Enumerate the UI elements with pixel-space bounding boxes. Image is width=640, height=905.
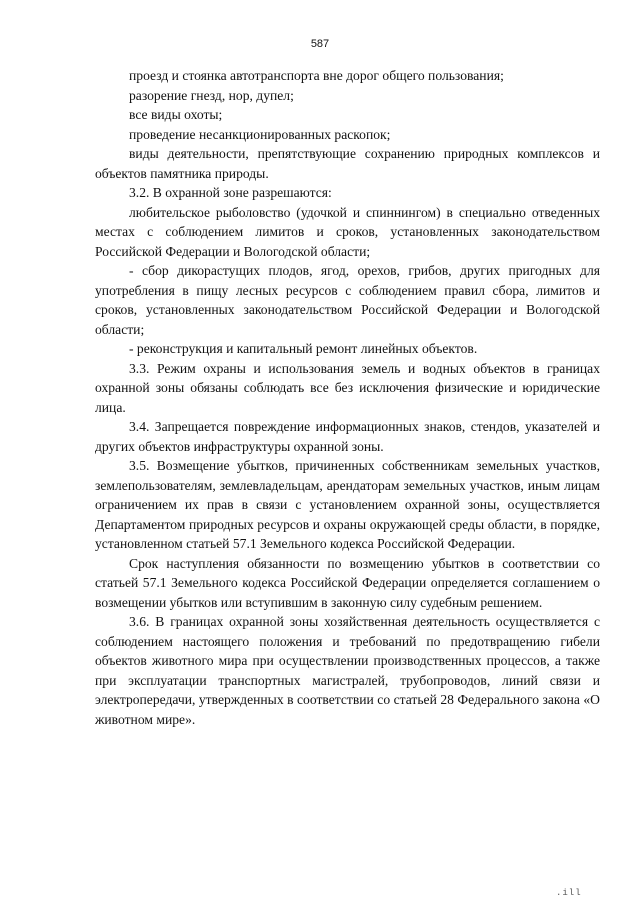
paragraph-3-2-heading: 3.2. В охранной зоне разрешаются: [129,185,332,200]
paragraph-3-5: 3.5. Возмещение убытков, причиненных собственникам земельных участков, землепользователям, землевладельцам, арендаторам земельных участков, иным лицам ограничением их прав в связи с установлением охранной зоны, осуществляется Департаментом природных ресурсов и охраны окружающей среды области, в порядке, установленном статьей 57.1 Земельного кодекса Российской Федерации. [95,458,600,551]
paragraph-3-6: 3.6. В границах охранной зоны хозяйственная деятельность осуществляется с соблюдением настоящего положения и требований по предотвращению гибели объектов животного мира при осуществлении производственных процессов, а также при эксплуатации транспортных магистралей, трубопроводов, линий связи и электропередачи, утвержденных в соответствии со статьей 28 Федерального закона «О животном мире». [95,614,600,727]
paragraph-allowed-reconstruction: - реконструкция и капитальный ремонт линейных объектов. [129,341,478,356]
paragraph-prohibit-parking: проезд и стоянка автотранспорта вне дорог общего пользования; [129,68,504,83]
paragraph-prohibit-nests: разорение гнезд, нор, дупел; [129,87,294,103]
paragraph-3-3: 3.3. Режим охраны и использования земель и водных объектов в границах охранной зоны обязаны соблюдать все без исключения физические и юридические лица. [95,360,600,415]
paragraph-compensation-term: Срок наступления обязанности по возмещению убытков в соответствии со статьей 57.1 Земельного кодекса Российской Федерации определяется соглашением о возмещении убытков или вступившим в законную силу судебным решением. [95,555,600,610]
paragraph-prohibit-excavations: проведение несанкционированных раскопок; [129,126,391,142]
scan-mark: .ill [556,888,582,898]
paragraph-allowed-gathering: - сбор дикорастущих плодов, ягод, орехов, грибов, других пригодных для употребления в пищу лесных ресурсов с соблюдением правил сбора, лимитов и сроков, установленных законодательством Российской Федерации и Вологодской области; [95,263,600,337]
paragraph-prohibit-hunting: все виды охоты; [129,107,223,122]
paragraph-3-4: 3.4. Запрещается повреждение информационных знаков, стендов, указателей и других объектов инфраструктуры охранной зоны. [95,419,600,454]
paragraph-prohibit-activities: виды деятельности, препятствующие сохранению природных комплексов и объектов памятника природы. [95,146,600,181]
document-body [95,66,600,729]
page-number: 587 [310,38,330,50]
paragraph-allowed-fishing: любительское рыболовство (удочкой и спиннингом) в специально отведенных местах с соблюдением лимитов и сроков, установленных законодательством Российской Федерации и Вологодской области; [95,204,600,259]
